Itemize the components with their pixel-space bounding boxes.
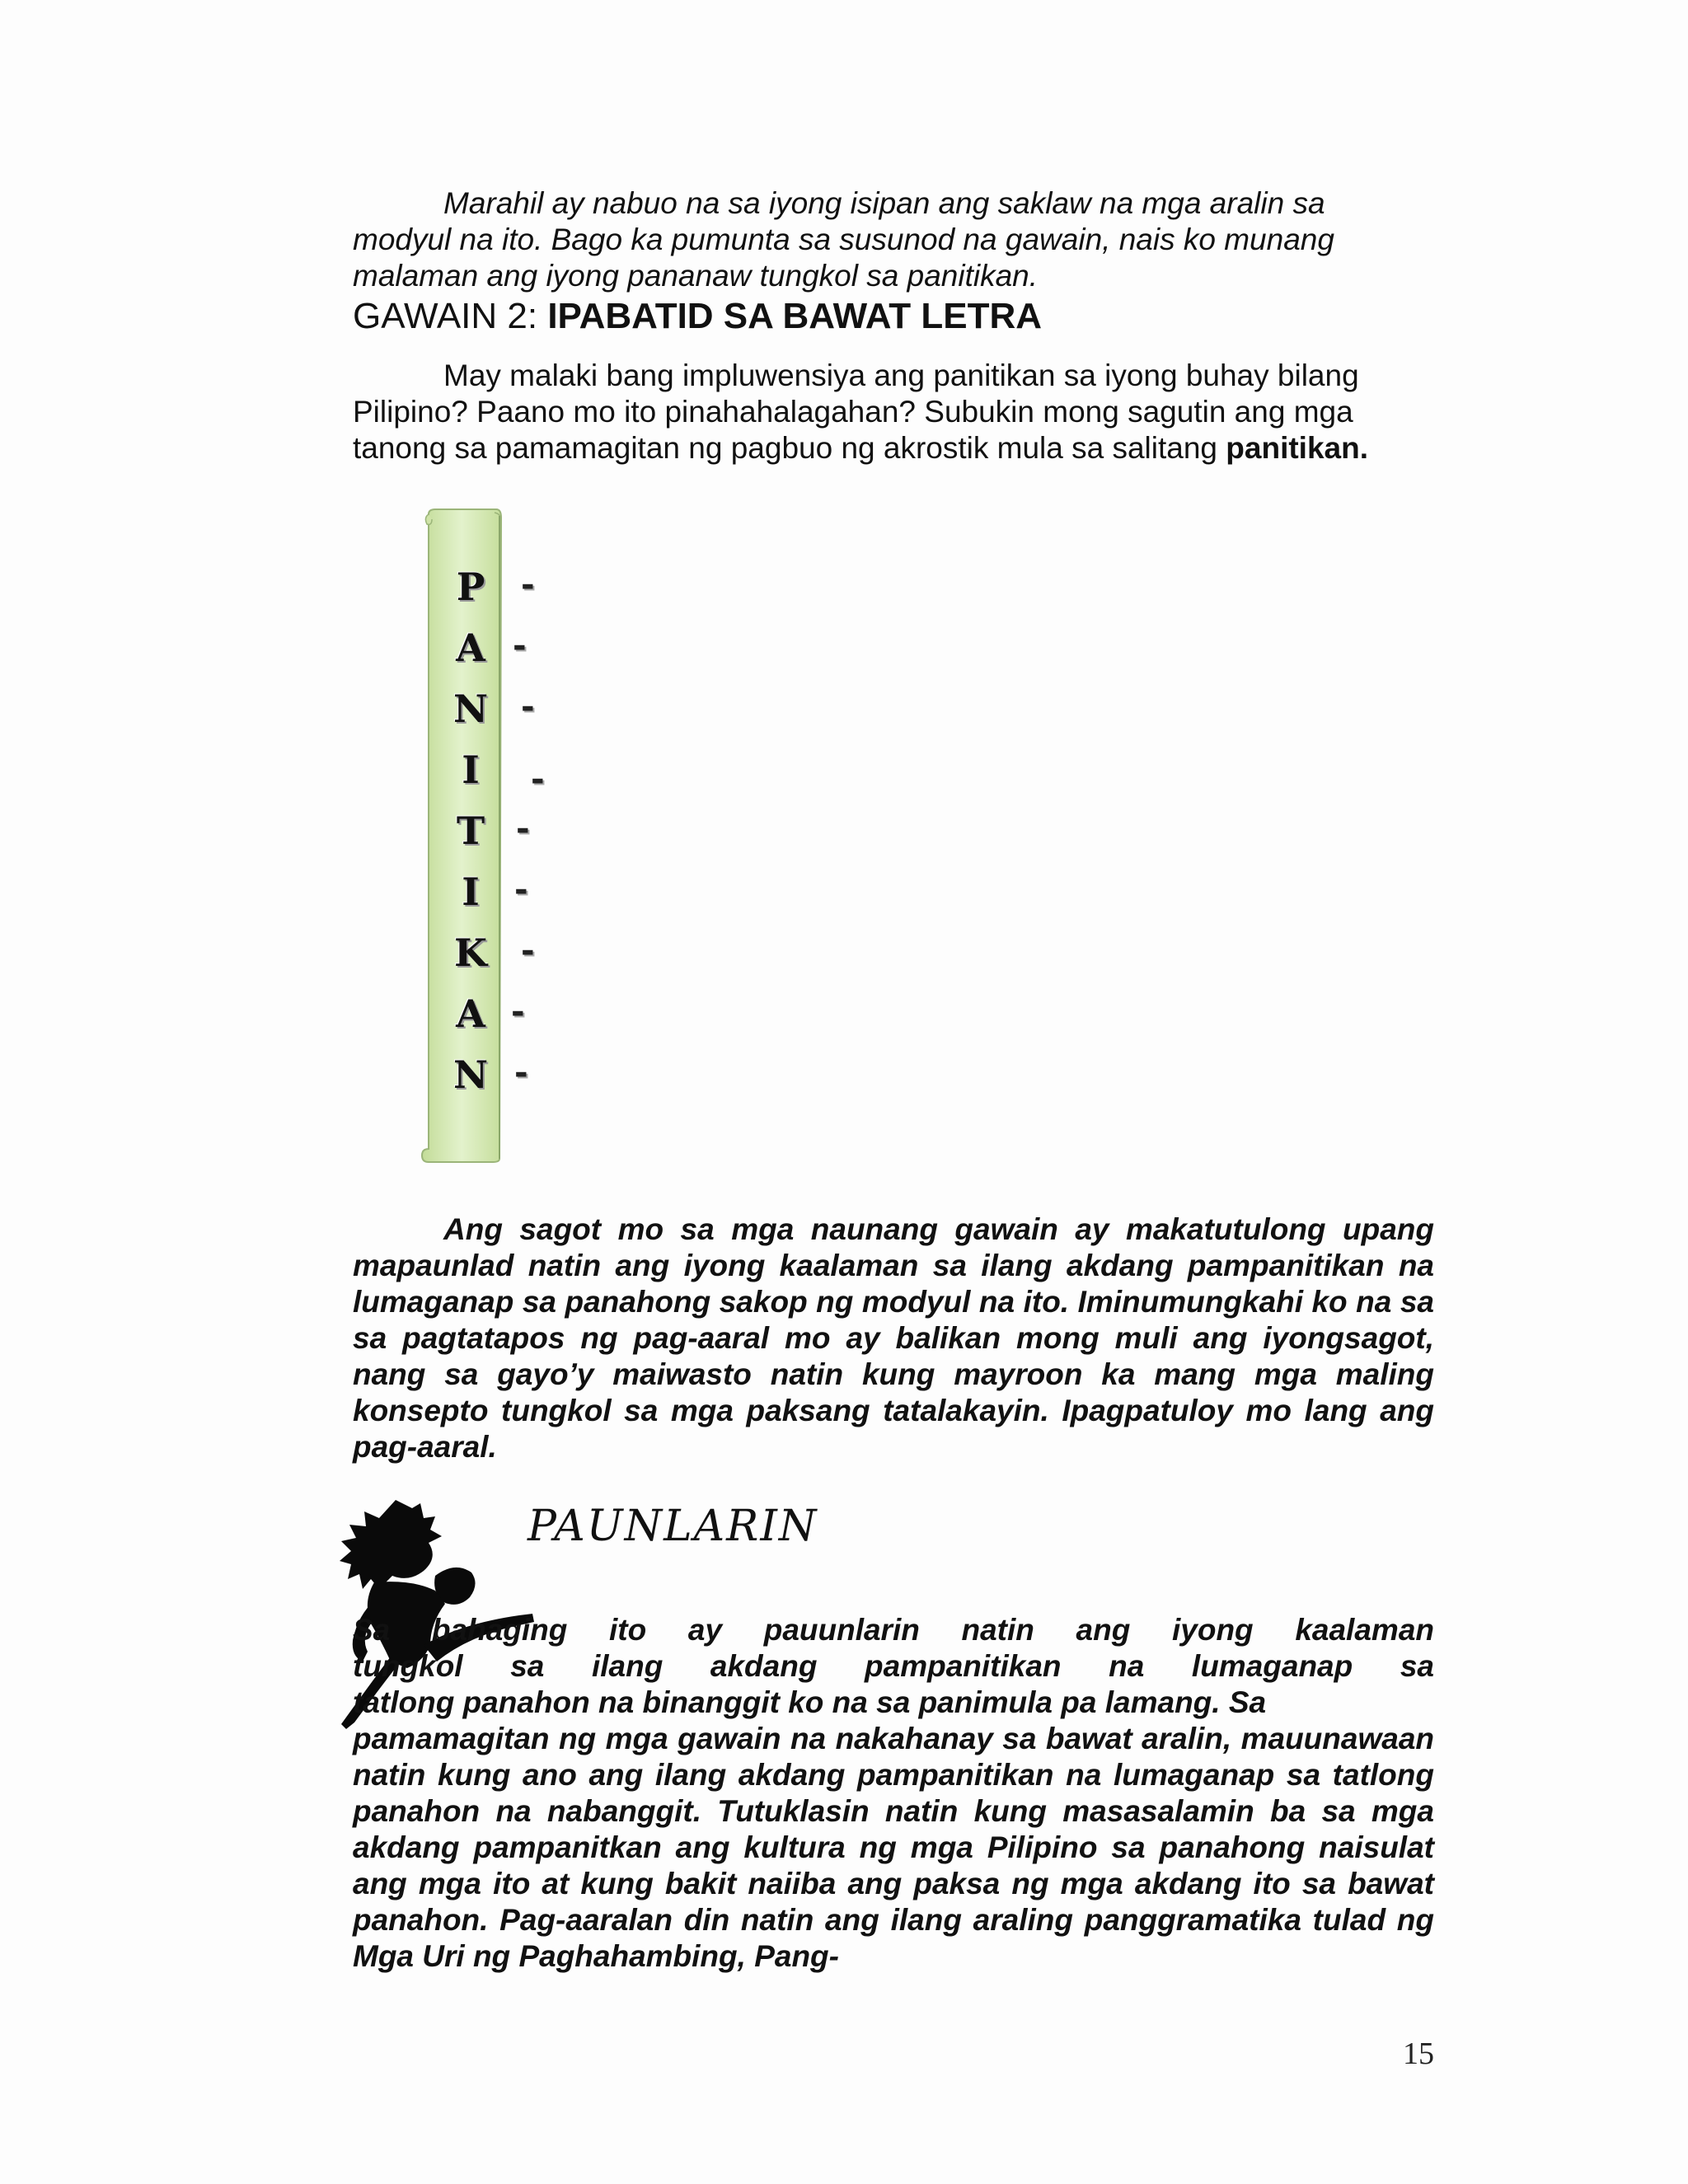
- paunlarin-line-3: tatlong panahon na binanggit ko na sa panimula pa lamang. Sa: [353, 1685, 1267, 1719]
- reminder-text: Ang sagot mo sa mga naunang gawain ay makatutulong upang mapaunlad natin ang iyong kaalaman sa ilang akdang pampanitikan na lumaganap sa panahong sakop ng modyul na ito. Iminumungkahi ko na sa sa pagtatapos ng pag-aaral mo ay balikan mong muli ang iyongsagot, nang sa gayo’y maiwasto natin kung mayroon ka mang mga maling konsepto tungkol sa mga paksang tatalakayin. Ipagpatuloy mo lang ang pag-aaral.: [353, 1212, 1434, 1464]
- paunlarin-line-1: Sa bahaging ito ay pauunlarin natin ang iyong kaalaman: [353, 1613, 1434, 1647]
- acrostic-row: [425, 623, 598, 681]
- page-number: 15: [1403, 2036, 1434, 2071]
- question-line-1: May malaki bang impluwensiya ang panitikan sa iyong buhay bilang: [443, 359, 1359, 392]
- acrostic-letter: N: [452, 687, 489, 731]
- gawain-label: GAWAIN 2:: [353, 296, 548, 336]
- question-line-3-text: tanong sa pamamagitan ng pagbuo ng akrostik mula sa salitang: [353, 431, 1226, 465]
- acrostic-dash: -: [514, 1054, 528, 1092]
- intro-paragraph: [353, 185, 1434, 294]
- gawain-heading: [353, 293, 1042, 340]
- acrostic-letter: I: [462, 869, 480, 914]
- acrostic-letter: P: [456, 565, 485, 609]
- acrostic-row: [425, 928, 598, 986]
- acrostic-letter: K: [454, 930, 487, 975]
- acrostic-dash: -: [516, 810, 530, 848]
- acrostic-letter: N: [452, 1052, 489, 1097]
- acrostic-dash: -: [521, 566, 535, 604]
- paunlarin-paragraph: [353, 1612, 1434, 1975]
- acrostic-dash: -: [514, 871, 528, 909]
- acrostic-letter: T: [456, 808, 485, 853]
- gawain-title: IPABATID SA BAWAT LETRA: [547, 296, 1042, 336]
- acrostic-dash: -: [511, 993, 525, 1031]
- acrostic-row: [425, 806, 598, 864]
- acrostic-letter: I: [462, 748, 480, 792]
- acrostic-row: [425, 684, 598, 742]
- question-paragraph: [353, 358, 1434, 466]
- acrostic-row: [425, 867, 598, 925]
- intro-line-2: modyul na ito. Bago ka pumunta sa susunod na gawain, nais ko munang: [353, 223, 1334, 256]
- question-line-2: Pilipino? Paano mo ito pinahahalagahan? Subukin mong sagutin ang mga: [353, 395, 1353, 429]
- acrostic-dash: -: [521, 688, 535, 726]
- paunlarin-rest: pamamagitan ng mga gawain na nakahanay sa bawat aralin, mauunawaan natin kung ano ang ilang akdang pampanitikan na lumaganap sa tatlong panahon na nabanggit. Tutuklasin natin kung masasalamin ba sa mga akdang pampanitkan ang kultura ng mga Pilipino sa panahong naisulat ang mga ito at kung bakit naiiba ang paksa ng mga akdang ito sa bawat panahon. Pag-aaralan din natin ang ilang araling panggramatika tulad ng Mga Uri ng Paghahambing, Pang-: [353, 1722, 1434, 1973]
- acrostic-dash: -: [513, 627, 527, 665]
- acrostic-letter: A: [456, 991, 485, 1036]
- question-line-3: [353, 430, 1434, 466]
- acrostic-row: [425, 745, 598, 803]
- acrostic-letter: A: [456, 626, 485, 670]
- acrostic-dash: -: [521, 932, 535, 970]
- intro-line-1: Marahil ay nabuo na sa iyong isipan ang saklaw na mga aralin sa: [443, 186, 1325, 220]
- reminder-paragraph: [353, 1212, 1434, 1465]
- acrostic-row: [425, 1050, 598, 1108]
- acrostic-row: [425, 562, 598, 620]
- acrostic-row: [425, 989, 598, 1047]
- question-bold-word: panitikan.: [1226, 431, 1368, 465]
- paunlarin-title: PAUNLARIN: [528, 1502, 818, 1551]
- paunlarin-line-2: tungkol sa ilang akdang pampanitikan na lumaganap sa: [353, 1649, 1434, 1683]
- acrostic-dash: -: [531, 761, 545, 799]
- intro-line-3: malaman ang iyong pananaw tungkol sa panitikan.: [353, 259, 1039, 293]
